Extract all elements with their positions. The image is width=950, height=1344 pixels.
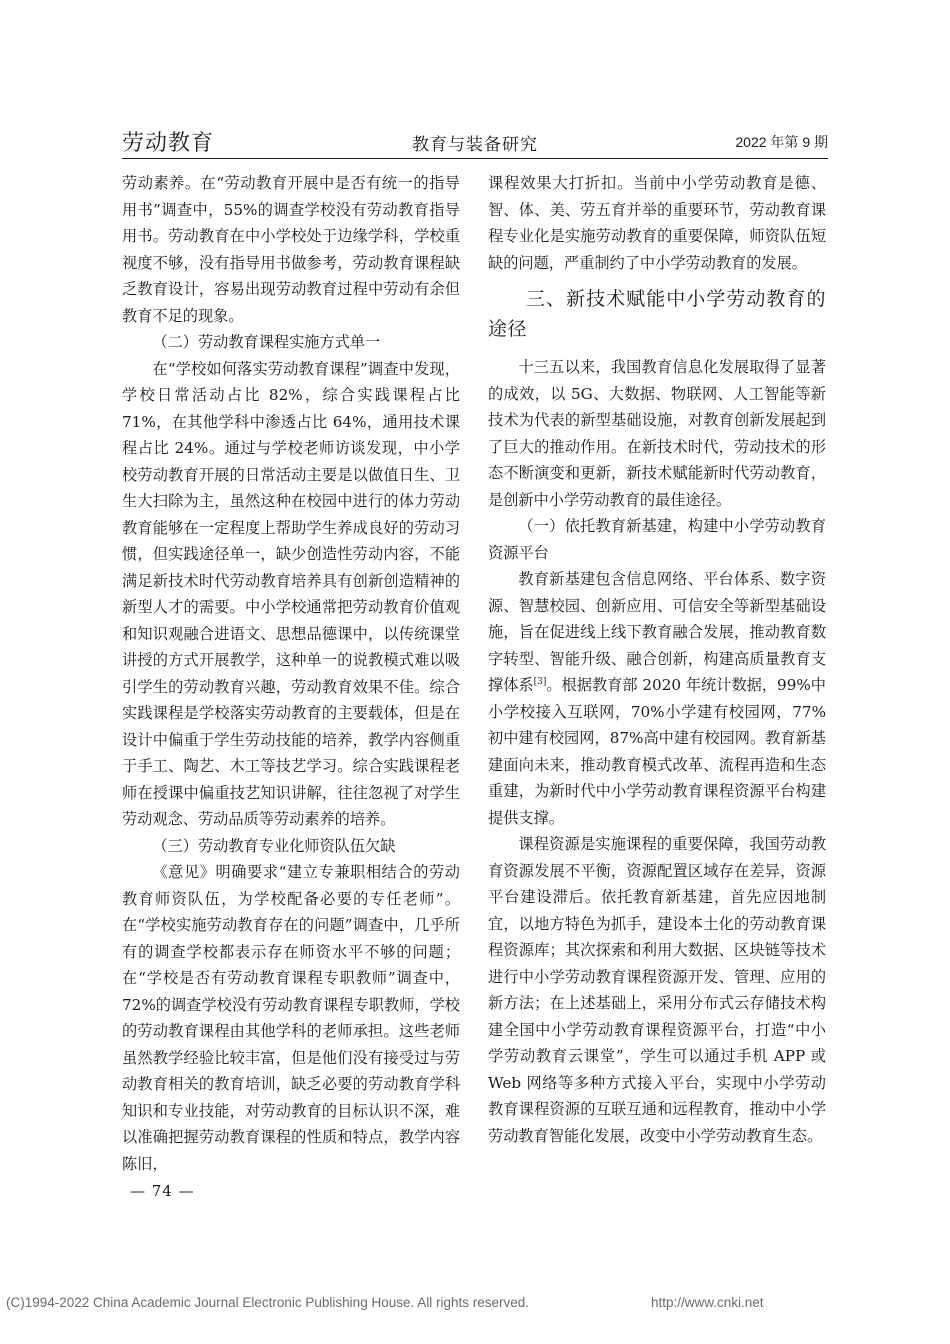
paragraph-text: 。根据教育部 2020 年统计数据，99%中小学校接入互联网，70%小学建有校园网，77%初中建有校园网，87%高中建有校园网。教育新基建面向未来，推动教育模式改革、流程再造和生态重建，为新时代中小学劳动教育课程资源平台构建提供支撑。	[488, 676, 826, 827]
running-header	[122, 126, 828, 156]
column-title: 劳动教育	[122, 131, 215, 156]
subsection-heading: （一）依托教育新基建，构建中小学劳动教育资源平台	[488, 517, 826, 562]
paragraph-text: 教育新基建包含信息网络、平台体系、数字资源、智慧校园、创新应用、可信安全等新型基础设施，旨在促进线上线下教育融合发展，推动教育数字转型、智能升级、融合创新，构建高质量教育支撑体系	[488, 570, 826, 694]
paragraph: 劳动素养。在“劳动教育开展中是否有统一的指导用书”调查中，55%的调查学校没有劳动教育指导用书。劳动教育在中小学校处于边缘学科，学校重视度不够，没有指导用书做参考，劳动教育课程缺乏教育设计，容易出现劳动教育过程中劳动有余但教育不足的现象。	[122, 174, 460, 325]
subsection-heading: （三）劳动教育专业化师资队伍欠缺	[152, 836, 396, 855]
paragraph: 课程效果大打折扣。当前中小学劳动教育是德、智、体、美、劳五育并举的重要环节，劳动教育课程专业化是实施劳动教育的重要保障，师资队伍短缺的问题，严重制约了中小学劳动教育的发展。	[488, 174, 826, 272]
issue-label: 2022 年第 9 期	[735, 134, 828, 150]
paragraph: 《意见》明确要求“建立专兼职相结合的劳动教育师资队伍，为学校配备必要的专任老师”。在“学校实施劳动教育存在的问题”调查中，几乎所有的调查学校都表示存在师资水平不够的问题；在“学校是否有劳动教育课程专职教师”调查中，72%的调查学校没有劳动教育课程专职教师，学校的劳动教育课程由其他学科的老师承担。这些老师虽然教学经验比较丰富，但是他们没有接受过与劳动教育相关的教育培训，缺乏必要的劳动教育学科知识和专业技能，对劳动教育的目标认识不深，难以准确把握劳动教育课程的性质和特点，教学内容陈旧，	[122, 863, 460, 1173]
paragraph: 课程资源是实施课程的重要保障，我国劳动教育资源发展不平衡，资源配置区域存在差异，资源平台建设滞后。依托教育新基建，首先应因地制宜，以地方特色为抓手，建设本土化的劳动教育课程资源库；其次探索和利用大数据、区块链等技术进行中小学劳动教育课程资源开发、管理、应用的新方法；在上述基础上，采用分布式云存储技术构建全国中小学劳动教育课程资源平台，打造“中小学劳动教育云课堂”，学生可以通过手机 APP 或 Web 网络等多种方式接入平台，实现中小学劳动教育课程资源的互联互通和远程教育，推动中小学劳动教育智能化发展，改变中小学劳动教育生态。	[488, 835, 826, 1145]
paragraph	[488, 566, 826, 831]
header-rule	[122, 158, 828, 159]
citation-ref[interactable]: [3]	[533, 676, 547, 687]
right-column	[488, 170, 826, 1149]
section-heading: 三、新技术赋能中小学劳动教育的途径	[488, 288, 826, 340]
copyright-notice: (C)1994-2022 China Academic Journal Electronic Publishing House. All rights reserved.	[6, 1295, 530, 1310]
journal-title: 教育与装备研究	[412, 135, 538, 155]
footer-link[interactable]: http://www.cnki.net	[651, 1295, 764, 1310]
paragraph: 在“学校如何落实劳动教育课程”调查中发现，学校日常活动占比 82%，综合实践课程占比 71%，在其他学科中渗透占比 64%，通用技术课程占比 24%。通过与学校老师访谈发现，中小学校劳动教育开展的日常活动主要是以做值日生、卫生大扫除为主，虽然这种在校园中进行的体力劳动教育能够在一定程度上帮助学生养成良好的劳动习惯，但实践途径单一，缺少创造性劳动内容，不能满足新技术时代劳动教育培养具有创新创造精神的新型人才的需要。中小学校通常把劳动教育价值观和知识观融合进语文、思想品德课中，以传统课堂讲授的方式开展教学，这种单一的说教模式难以吸引学生的劳动教育兴趣，劳动教育效果不佳。综合实践课程是学校落实劳动教育的主要载体，但是在设计中偏重于学生劳动技能的培养，教学内容侧重于手工、陶艺、木工等技艺学习。综合实践课程老师在授课中偏重技艺知识讲解，往往忽视了对学生劳动观念、劳动品质等劳动素养的培养。	[122, 359, 460, 828]
left-column	[122, 170, 460, 1177]
subsection-heading: （二）劳动教育课程实施方式单一	[152, 333, 381, 351]
paragraph: 十三五以来，我国教育信息化发展取得了显著的成效，以 5G、大数据、物联网、人工智能等新技术为代表的新型基础设施，对教育创新发展起到了巨大的推动作用。在新技术时代，劳动技术的形态不断演变和更新，新技术赋能新时代劳动教育，是创新中小学劳动教育的最佳途径。	[488, 358, 826, 509]
page-number: — 74 —	[130, 1182, 195, 1200]
